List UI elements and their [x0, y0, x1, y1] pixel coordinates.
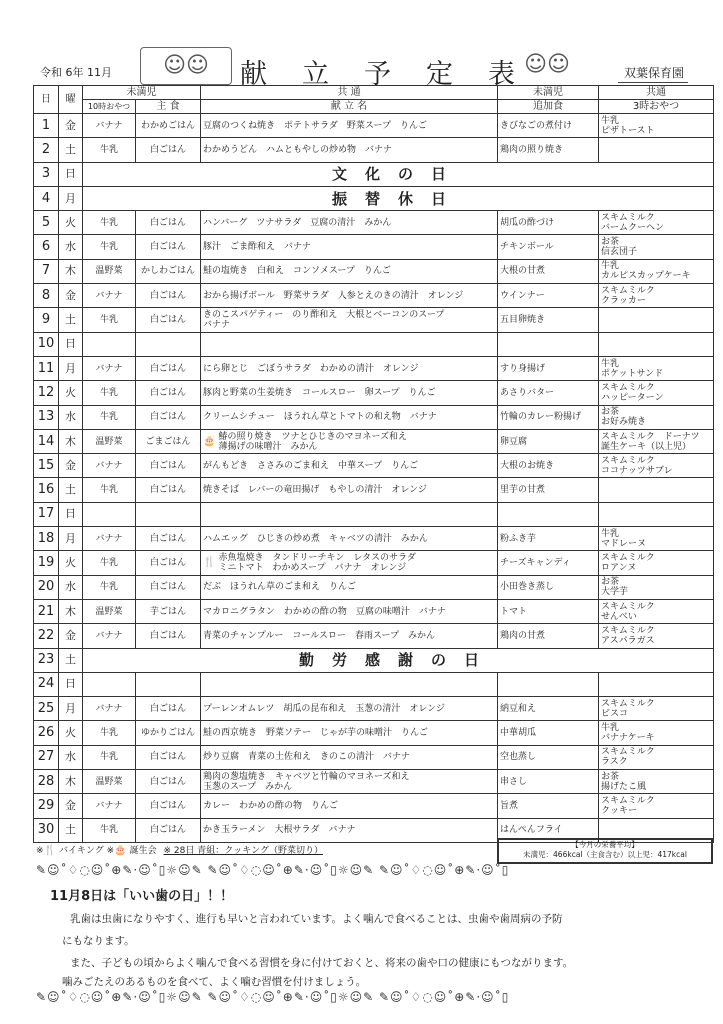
- staple-cell: かしわごはん: [136, 259, 201, 283]
- staple-cell: わかめごはん: [136, 114, 201, 138]
- snack-pm-cell: [599, 308, 714, 332]
- title-char: 立: [302, 59, 329, 90]
- staple-cell: [136, 332, 201, 356]
- extra-cell: 納豆和え: [498, 697, 599, 721]
- snack-pm-cell: 牛乳 ピザトースト: [599, 114, 714, 138]
- snack-am-cell: [83, 672, 136, 696]
- col-menu: 献 立 名: [201, 100, 498, 114]
- extra-cell: 空也蒸し: [498, 745, 599, 769]
- table-row: [34, 114, 714, 138]
- snack-pm-cell: お茶 信玄団子: [599, 235, 714, 259]
- table-row: [34, 454, 714, 478]
- nutrition-title: 【今月の栄養平均】: [571, 840, 639, 849]
- snack-pm-cell: スキムミルク ラスク: [599, 745, 714, 769]
- col-group-common: 共 通: [201, 86, 498, 100]
- weekday-cell: 水: [59, 235, 83, 259]
- staple-cell: 白ごはん: [136, 478, 201, 502]
- extra-cell: 小田巻き蒸し: [498, 575, 599, 599]
- title-char: 定: [426, 59, 453, 90]
- menu-cell: 炒り豆腐 青菜の土佐和え きのこの清汁 バナナ: [201, 745, 498, 769]
- menu-text: 鰆の照り焼き ツナとひじきのマヨネーズ和え 薄揚げの味噌汁 みかん: [218, 431, 408, 452]
- snack-pm-cell: スキムミルク クッキー: [599, 794, 714, 818]
- snack-pm-cell: スキムミルク アスパラガス: [599, 624, 714, 648]
- col-staple: 主 食: [136, 100, 201, 114]
- era-month: 令和 6年 11月: [40, 66, 112, 79]
- day-cell: 25: [34, 697, 59, 721]
- menu-cell: マカロニグラタン わかめの酢の物 豆腐の味噌汁 バナナ: [201, 599, 498, 623]
- snack-pm-cell: スキムミルク ドーナツ 誕生ケーキ（以上児）: [599, 429, 714, 453]
- weekday-cell: 水: [59, 745, 83, 769]
- col-day: 日: [34, 86, 59, 114]
- extra-cell: はんぺんフライ: [498, 818, 599, 842]
- snack-am-cell: 温野菜: [83, 770, 136, 794]
- snack-am-cell: バナナ: [83, 527, 136, 551]
- extra-cell: チーズキャンディ: [498, 551, 599, 575]
- snack-am-cell: [83, 332, 136, 356]
- staple-cell: ごまごはん: [136, 429, 201, 453]
- menu-cell: だぶ ほうれん草のごま和え りんご: [201, 575, 498, 599]
- day-cell: 17: [34, 502, 59, 526]
- menu-cell: がんもどき ささみのごま和え 中華スープ りんご: [201, 454, 498, 478]
- table-row: [34, 478, 714, 502]
- menu-cell: かき玉ラーメン 大根サラダ バナナ: [201, 818, 498, 842]
- table-row: [34, 502, 714, 526]
- day-cell: 12: [34, 381, 59, 405]
- extra-cell: 鶏肉の照り焼き: [498, 138, 599, 162]
- staple-cell: 白ごはん: [136, 138, 201, 162]
- snack-pm-cell: [599, 332, 714, 356]
- day-cell: 23: [34, 648, 59, 672]
- legend-note: ※ 28日 青組：クッキング（野菜切り）: [163, 846, 323, 856]
- snack-am-cell: 温野菜: [83, 599, 136, 623]
- extra-cell: [498, 672, 599, 696]
- day-cell: 15: [34, 454, 59, 478]
- weekday-cell: 土: [59, 308, 83, 332]
- menu-cell: ハンバーグ ツナサラダ 豆腐の清汁 みかん: [201, 211, 498, 235]
- weekday-cell: 月: [59, 356, 83, 380]
- snack-am-cell: [83, 502, 136, 526]
- day-cell: 18: [34, 527, 59, 551]
- table-row: [34, 284, 714, 308]
- snack-pm-cell: 牛乳 カルピスカップケーキ: [599, 259, 714, 283]
- title-char: 予: [364, 59, 391, 90]
- weekday-cell: 土: [59, 818, 83, 842]
- weekday-cell: 木: [59, 770, 83, 794]
- staple-cell: 白ごはん: [136, 745, 201, 769]
- snack-am-cell: 温野菜: [83, 259, 136, 283]
- holiday-cell: 文化の日: [83, 162, 714, 186]
- col-group-under3-2: 未満児: [498, 86, 599, 100]
- staple-cell: 白ごはん: [136, 551, 201, 575]
- weekday-cell: 金: [59, 794, 83, 818]
- snack-am-cell: 牛乳: [83, 211, 136, 235]
- day-cell: 4: [34, 186, 59, 210]
- staple-cell: 白ごはん: [136, 235, 201, 259]
- table-row: [34, 162, 714, 186]
- snack-pm-cell: お茶 お好み焼き: [599, 405, 714, 429]
- menu-cell: 豚汁 ごま酢和え バナナ: [201, 235, 498, 259]
- table-row: [34, 356, 714, 380]
- menu-cell: 鮭の西京焼き 野菜ソテー じゃが芋の味噌汁 りんご: [201, 721, 498, 745]
- table-row: [34, 527, 714, 551]
- snack-pm-cell: 牛乳 マドレーヌ: [599, 527, 714, 551]
- extra-cell: 粉ふき芋: [498, 527, 599, 551]
- snack-am-cell: 牛乳: [83, 235, 136, 259]
- snack-am-cell: 牛乳: [83, 478, 136, 502]
- table-row: [34, 697, 714, 721]
- staple-cell: [136, 672, 201, 696]
- day-cell: 24: [34, 672, 59, 696]
- extra-cell: 五目卵焼き: [498, 308, 599, 332]
- day-cell: 28: [34, 770, 59, 794]
- staple-cell: 白ごはん: [136, 818, 201, 842]
- day-cell: 3: [34, 162, 59, 186]
- teeth-border-bottom-icon: ✎☺˚♢◌☺˚⊕✎·☺˚▯☼☺✎ ✎☺˚♢◌☺˚⊕✎·☺˚▯☼☺✎ ✎☺˚♢◌☺˚⊕✎·☺˚▯: [36, 990, 510, 1004]
- nutrition-values: 未満児：466kcal（主食含む）以上児：417kcal: [523, 850, 687, 859]
- menu-cell: クリームシチュー ほうれん草とトマトの和え物 バナナ: [201, 405, 498, 429]
- weekday-cell: 木: [59, 259, 83, 283]
- menu-cell: [201, 429, 498, 453]
- staple-cell: 白ごはん: [136, 381, 201, 405]
- menu-content: [203, 432, 495, 452]
- table-row: [34, 332, 714, 356]
- weekday-cell: 水: [59, 575, 83, 599]
- menu-cell: 青菜のチャンプルー コールスロー 春雨スープ みかん: [201, 624, 498, 648]
- snack-pm-cell: スキムミルク ハッピーターン: [599, 381, 714, 405]
- table-row: [34, 721, 714, 745]
- staple-cell: 白ごはん: [136, 308, 201, 332]
- legend-mark: ※: [36, 846, 44, 856]
- weekday-cell: 金: [59, 454, 83, 478]
- menu-cell: [201, 672, 498, 696]
- table-row: [34, 429, 714, 453]
- col-weekday: 曜: [59, 86, 83, 114]
- snack-am-cell: 温野菜: [83, 429, 136, 453]
- legend-birthday: 誕生会: [129, 846, 157, 856]
- children-illustration-icon: ☺☺: [140, 47, 232, 85]
- legend: [36, 843, 323, 856]
- menu-content: [203, 553, 495, 573]
- day-cell: 20: [34, 575, 59, 599]
- table-row: [34, 575, 714, 599]
- snack-am-cell: 牛乳: [83, 381, 136, 405]
- menu-text: 赤魚塩焼き タンドリーチキン レタスのサラダ ミニトマト わかめスープ バナナ オレンジ: [218, 552, 416, 573]
- snack-pm-cell: スキムミルク ロアンヌ: [599, 551, 714, 575]
- snack-am-cell: 牛乳: [83, 405, 136, 429]
- snack-am-cell: バナナ: [83, 454, 136, 478]
- menu-cell: わかめうどん ハムともやしの炒め物 バナナ: [201, 138, 498, 162]
- snack-pm-cell: [599, 138, 714, 162]
- extra-cell: 旨煮: [498, 794, 599, 818]
- weekday-cell: 火: [59, 381, 83, 405]
- day-cell: 29: [34, 794, 59, 818]
- extra-cell: 卵豆腐: [498, 429, 599, 453]
- day-cell: 27: [34, 745, 59, 769]
- table-row: [34, 551, 714, 575]
- weekday-cell: 日: [59, 502, 83, 526]
- day-cell: 1: [34, 114, 59, 138]
- weekday-cell: 土: [59, 478, 83, 502]
- staple-cell: 芋ごはん: [136, 599, 201, 623]
- snack-am-cell: バナナ: [83, 284, 136, 308]
- extra-cell: ウインナー: [498, 284, 599, 308]
- weekday-cell: 水: [59, 405, 83, 429]
- table-row: [34, 138, 714, 162]
- snack-pm-cell: スキムミルク ココナッツサブレ: [599, 454, 714, 478]
- snack-am-cell: 牛乳: [83, 721, 136, 745]
- extra-cell: 大根の甘煮: [498, 259, 599, 283]
- col-snack-am: 10時おやつ: [83, 100, 136, 114]
- menu-cell: 鮭の塩焼き 白和え コンソメスープ りんご: [201, 259, 498, 283]
- snack-am-cell: 牛乳: [83, 308, 136, 332]
- staple-cell: 白ごはん: [136, 527, 201, 551]
- menu-cell: 焼きそば レバーの竜田揚げ もやしの清汁 オレンジ: [201, 478, 498, 502]
- snack-pm-cell: お茶 大学芋: [599, 575, 714, 599]
- snack-pm-cell: [599, 672, 714, 696]
- weekday-cell: 金: [59, 624, 83, 648]
- snack-am-cell: 牛乳: [83, 745, 136, 769]
- snack-am-cell: 牛乳: [83, 818, 136, 842]
- extra-cell: きびなごの煮付け: [498, 114, 599, 138]
- table-row: [34, 599, 714, 623]
- article-line: 乳歯は虫歯になりやすく、進行も早いと言われています。よく噛んで食べることは、虫歯や歯周病の予防: [70, 913, 563, 925]
- day-cell: 2: [34, 138, 59, 162]
- col-extra: 追加食: [498, 100, 599, 114]
- staple-cell: 白ごはん: [136, 405, 201, 429]
- snack-pm-cell: [599, 478, 714, 502]
- staple-cell: 白ごはん: [136, 624, 201, 648]
- table-row: [34, 745, 714, 769]
- day-cell: 6: [34, 235, 59, 259]
- day-cell: 19: [34, 551, 59, 575]
- day-cell: 8: [34, 284, 59, 308]
- weekday-cell: 木: [59, 599, 83, 623]
- snack-am-cell: バナナ: [83, 114, 136, 138]
- birthday-cake-icon: 🎂: [203, 435, 216, 447]
- extra-cell: 大根のお焼き: [498, 454, 599, 478]
- col-group-common-2: 共通: [599, 86, 714, 100]
- menu-cell: カレー わかめの酢の物 りんご: [201, 794, 498, 818]
- staple-cell: 白ごはん: [136, 356, 201, 380]
- extra-cell: チキンボール: [498, 235, 599, 259]
- staple-cell: 白ごはん: [136, 575, 201, 599]
- extra-cell: 串さし: [498, 770, 599, 794]
- menu-cell: 豚肉と野菜の生姜焼き コールスロー 卵スープ りんご: [201, 381, 498, 405]
- day-cell: 9: [34, 308, 59, 332]
- menu-cell: [201, 332, 498, 356]
- col-snack-pm: 3時おやつ: [599, 100, 714, 114]
- table-row: [34, 794, 714, 818]
- weekday-cell: 木: [59, 429, 83, 453]
- weekday-cell: 日: [59, 332, 83, 356]
- article-heading: 11月8日は「いい歯の日」！！: [50, 889, 234, 904]
- menu-table: [33, 85, 714, 843]
- weekday-cell: 月: [59, 527, 83, 551]
- weekday-cell: 土: [59, 138, 83, 162]
- snack-am-cell: バナナ: [83, 356, 136, 380]
- day-cell: 16: [34, 478, 59, 502]
- title-char: 表: [488, 59, 515, 90]
- extra-cell: 胡瓜の酢づけ: [498, 211, 599, 235]
- fork-spoon-icon: 🍴: [43, 845, 56, 856]
- menu-cell: [201, 551, 498, 575]
- snack-am-cell: 牛乳: [83, 138, 136, 162]
- article-line: にもなります。: [62, 935, 135, 947]
- snack-am-cell: バナナ: [83, 697, 136, 721]
- legend-mark: ※: [106, 846, 115, 856]
- menu-cell: にら卵とじ ごぼうサラダ わかめの清汁 オレンジ: [201, 356, 498, 380]
- day-cell: 30: [34, 818, 59, 842]
- staple-cell: ゆかりごはん: [136, 721, 201, 745]
- weekday-cell: 土: [59, 648, 83, 672]
- weekday-cell: 月: [59, 697, 83, 721]
- table-row: [34, 405, 714, 429]
- col-group-under3: 未満児: [83, 86, 201, 100]
- extra-cell: 鶏肉の甘煮: [498, 624, 599, 648]
- menu-cell: [201, 502, 498, 526]
- extra-cell: トマト: [498, 599, 599, 623]
- menu-cell: きのこスパゲティー のり酢和え 大根とベーコンのスープ バナナ: [201, 308, 498, 332]
- day-cell: 10: [34, 332, 59, 356]
- snack-pm-cell: 牛乳 バナナケーキ: [599, 721, 714, 745]
- snack-pm-cell: [599, 502, 714, 526]
- day-cell: 13: [34, 405, 59, 429]
- extra-cell: あさりバター: [498, 381, 599, 405]
- snack-am-cell: 牛乳: [83, 551, 136, 575]
- weekday-cell: 金: [59, 284, 83, 308]
- teeth-border-top-icon: ✎☺˚♢◌☺˚⊕✎·☺˚▯☼☺✎ ✎☺˚♢◌☺˚⊕✎·☺˚▯☼☺✎ ✎☺˚♢◌☺˚⊕✎·☺˚▯: [36, 863, 510, 877]
- fork-spoon-icon: 🍴: [203, 556, 216, 568]
- nutrition-box: [497, 838, 713, 864]
- staple-cell: [136, 502, 201, 526]
- menu-cell: ハムエッグ ひじきの炒め煮 キャベツの清汁 みかん: [201, 527, 498, 551]
- table-row: [34, 648, 714, 672]
- menu-cell: おから揚げボール 野菜サラダ 人参とえのきの清汁 オレンジ: [201, 284, 498, 308]
- day-cell: 5: [34, 211, 59, 235]
- title-char: 献: [240, 59, 267, 90]
- day-cell: 7: [34, 259, 59, 283]
- staple-cell: 白ごはん: [136, 794, 201, 818]
- table-row: [34, 308, 714, 332]
- table-row: [34, 381, 714, 405]
- weekday-cell: 火: [59, 211, 83, 235]
- table-row: [34, 211, 714, 235]
- menu-cell: 豆腐のつくね焼き ポテトサラダ 野菜スープ りんご: [201, 114, 498, 138]
- weekday-cell: 日: [59, 672, 83, 696]
- staple-cell: 白ごはん: [136, 211, 201, 235]
- snack-pm-cell: スキムミルク せんべい: [599, 599, 714, 623]
- snack-pm-cell: スキムミルク バームクーヘン: [599, 211, 714, 235]
- day-cell: 22: [34, 624, 59, 648]
- extra-cell: すり身揚げ: [498, 356, 599, 380]
- extra-cell: 竹輪のカレー粉揚げ: [498, 405, 599, 429]
- weekday-cell: 火: [59, 551, 83, 575]
- table-row: [34, 624, 714, 648]
- snack-pm-cell: スキムミルク クラッカー: [599, 284, 714, 308]
- article-line: また、子どもの頃からよく噛んで食べる習慣を身に付けておくと、将来の歯や口の健康にもつながります。: [70, 957, 574, 969]
- table-row: [34, 186, 714, 210]
- table-row: [34, 770, 714, 794]
- staple-cell: 白ごはん: [136, 284, 201, 308]
- menu-cell: 鶏肉の葱塩焼き キャベツと竹輪のマヨネーズ和え 玉葱のスープ みかん: [201, 770, 498, 794]
- snack-am-cell: 牛乳: [83, 575, 136, 599]
- table-row: [34, 235, 714, 259]
- extra-cell: [498, 502, 599, 526]
- snack-pm-cell: スキムミルク ビスコ: [599, 697, 714, 721]
- day-cell: 21: [34, 599, 59, 623]
- snack-pm-cell: お茶 揚げたこ風: [599, 770, 714, 794]
- extra-cell: 里芋の甘煮: [498, 478, 599, 502]
- snack-am-cell: バナナ: [83, 794, 136, 818]
- snack-pm-cell: 牛乳 ポケットサンド: [599, 356, 714, 380]
- holiday-cell: 振替休日: [83, 186, 714, 210]
- extra-cell: 中華胡瓜: [498, 721, 599, 745]
- staple-cell: 白ごはん: [136, 454, 201, 478]
- weekday-cell: 日: [59, 162, 83, 186]
- birthday-cake-icon: 🎂: [114, 845, 127, 856]
- school-name: 双葉保育園: [618, 64, 688, 83]
- weekday-cell: 金: [59, 114, 83, 138]
- article-line: 噛みごたえのあるものを食べて、よく噛む習慣を付けましょう。: [62, 976, 367, 988]
- snack-am-cell: バナナ: [83, 624, 136, 648]
- staple-cell: 白ごはん: [136, 697, 201, 721]
- menu-cell: プーレンオムレツ 胡瓜の昆布和え 玉葱の清汁 オレンジ: [201, 697, 498, 721]
- legend-viking: バイキング: [59, 846, 104, 856]
- holiday-cell: 勤労感謝の日: [83, 648, 714, 672]
- day-cell: 11: [34, 356, 59, 380]
- staple-cell: 白ごはん: [136, 770, 201, 794]
- table-row: [34, 259, 714, 283]
- children-illustration-icon: ☺☺: [524, 52, 570, 77]
- weekday-cell: 月: [59, 186, 83, 210]
- extra-cell: [498, 332, 599, 356]
- weekday-cell: 火: [59, 721, 83, 745]
- day-cell: 26: [34, 721, 59, 745]
- table-row: [34, 672, 714, 696]
- day-cell: 14: [34, 429, 59, 453]
